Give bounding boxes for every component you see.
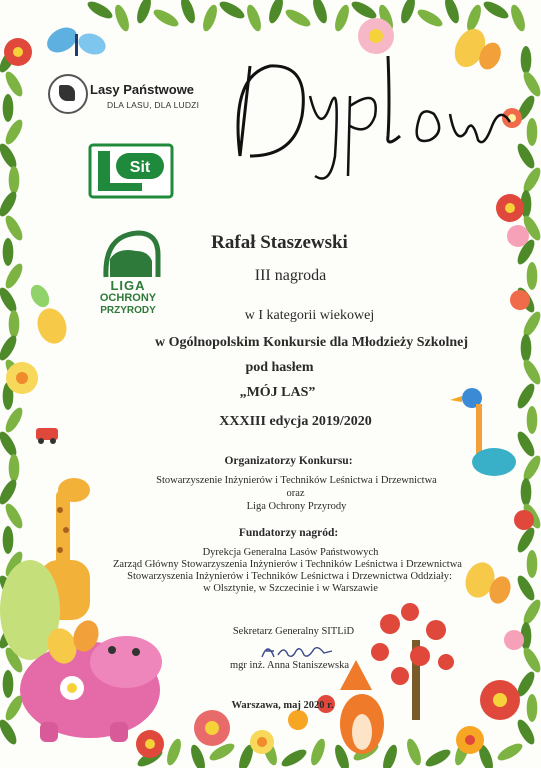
contest-name: w Ogólnopolskim Konkursie dla Młodzieży Szkolnej	[154, 335, 469, 350]
funder-line: Dyrekcja Generalna Lasów Państwowych	[202, 547, 379, 558]
leaf-shape	[283, 6, 313, 29]
leaf-shape	[308, 737, 328, 767]
leaf-shape	[310, 0, 330, 25]
funder-line: Zarząd Główny Stowarzyszenia Inżynierów i Techników Leśnictwa i Drzewnictwa	[113, 559, 462, 570]
leaf-shape	[164, 737, 184, 767]
leaf-shape	[464, 3, 484, 33]
leaf-shape	[151, 6, 181, 29]
lasy-logo-name: Lasy Państwowe	[90, 82, 195, 97]
liga-logo-line1: LIGA	[110, 278, 146, 293]
leaf-shape	[442, 0, 462, 25]
organizer-line: Liga Ochrony Przyrody	[246, 501, 347, 512]
leaf-shape	[188, 743, 208, 768]
organizers-heading: Organizatorzy Konkursu:	[224, 455, 353, 467]
secretary-name: mgr inż. Anna Staniszewska	[230, 660, 349, 671]
leaf-shape	[481, 0, 511, 22]
leaf-shape	[415, 6, 445, 29]
prize-label: III nagroda	[254, 267, 327, 284]
liga-logo-line2: OCHRONY	[99, 292, 157, 304]
car-icon	[36, 428, 58, 444]
leaf-shape	[244, 3, 264, 33]
leaf-shape	[134, 0, 154, 25]
leaf-shape	[423, 746, 453, 768]
edition-label: XXXIII edycja 2019/2020	[219, 414, 372, 429]
leaf-shape	[9, 166, 20, 194]
funder-line: w Olsztynie, w Szczecinie i w Warszawie	[203, 583, 378, 594]
leaf-shape	[520, 597, 541, 627]
motto-label: pod hasłem	[245, 360, 314, 375]
leaf-shape	[3, 94, 14, 122]
leaf-shape	[266, 0, 286, 25]
leaf-shape	[112, 3, 132, 33]
leaf-shape	[0, 717, 20, 747]
lasy-emblem-icon	[48, 74, 88, 114]
leaf-shape	[279, 746, 309, 768]
butterfly-icon	[43, 22, 109, 58]
funders-heading: Fundatorzy nagród:	[238, 527, 339, 539]
leaf-shape	[217, 0, 247, 22]
leaf-shape	[495, 740, 525, 763]
sit-logo-text: Sit	[129, 159, 151, 176]
leaf-shape	[2, 117, 25, 147]
lasy-logo-motto: DLA LASU, DLA LUDZI	[107, 100, 200, 110]
leaf-shape	[200, 3, 220, 33]
leaf-shape	[178, 0, 198, 25]
flower-icon	[4, 38, 32, 66]
recipient-name: Rafał Staszewski	[211, 232, 348, 253]
sit-logo	[88, 141, 174, 201]
organizer-line: Stowarzyszenie Inżynierów i Techników Leśnictwa i Drzewnictwa	[156, 475, 437, 486]
leaf-shape	[514, 717, 537, 747]
leaf-shape	[0, 189, 20, 219]
secretary-title: Sekretarz Generalny SITLiD	[232, 626, 355, 637]
leaf-shape	[404, 737, 424, 767]
funder-line: Stowarzyszenia Inżynierów i Techników Leśnictwa i Drzewnictwa Oddziały:	[127, 571, 452, 582]
leaf-shape	[332, 3, 352, 33]
leaf-shape	[398, 0, 418, 25]
leaf-shape	[85, 0, 115, 22]
diploma-title	[210, 36, 530, 186]
leaf-shape	[508, 3, 528, 33]
liga-logo-line3: PRZYRODY	[100, 305, 156, 316]
leaf-shape	[380, 743, 400, 768]
leaf-shape	[3, 670, 14, 698]
age-category: w I kategorii wiekowej	[244, 308, 375, 323]
place-and-date: Warszawa, maj 2020 r.	[231, 700, 334, 711]
leaf-shape	[2, 69, 25, 99]
organizer-line: oraz	[286, 488, 305, 499]
motto-text: „MÓJ LAS”	[239, 385, 316, 400]
leaf-shape	[0, 141, 20, 171]
